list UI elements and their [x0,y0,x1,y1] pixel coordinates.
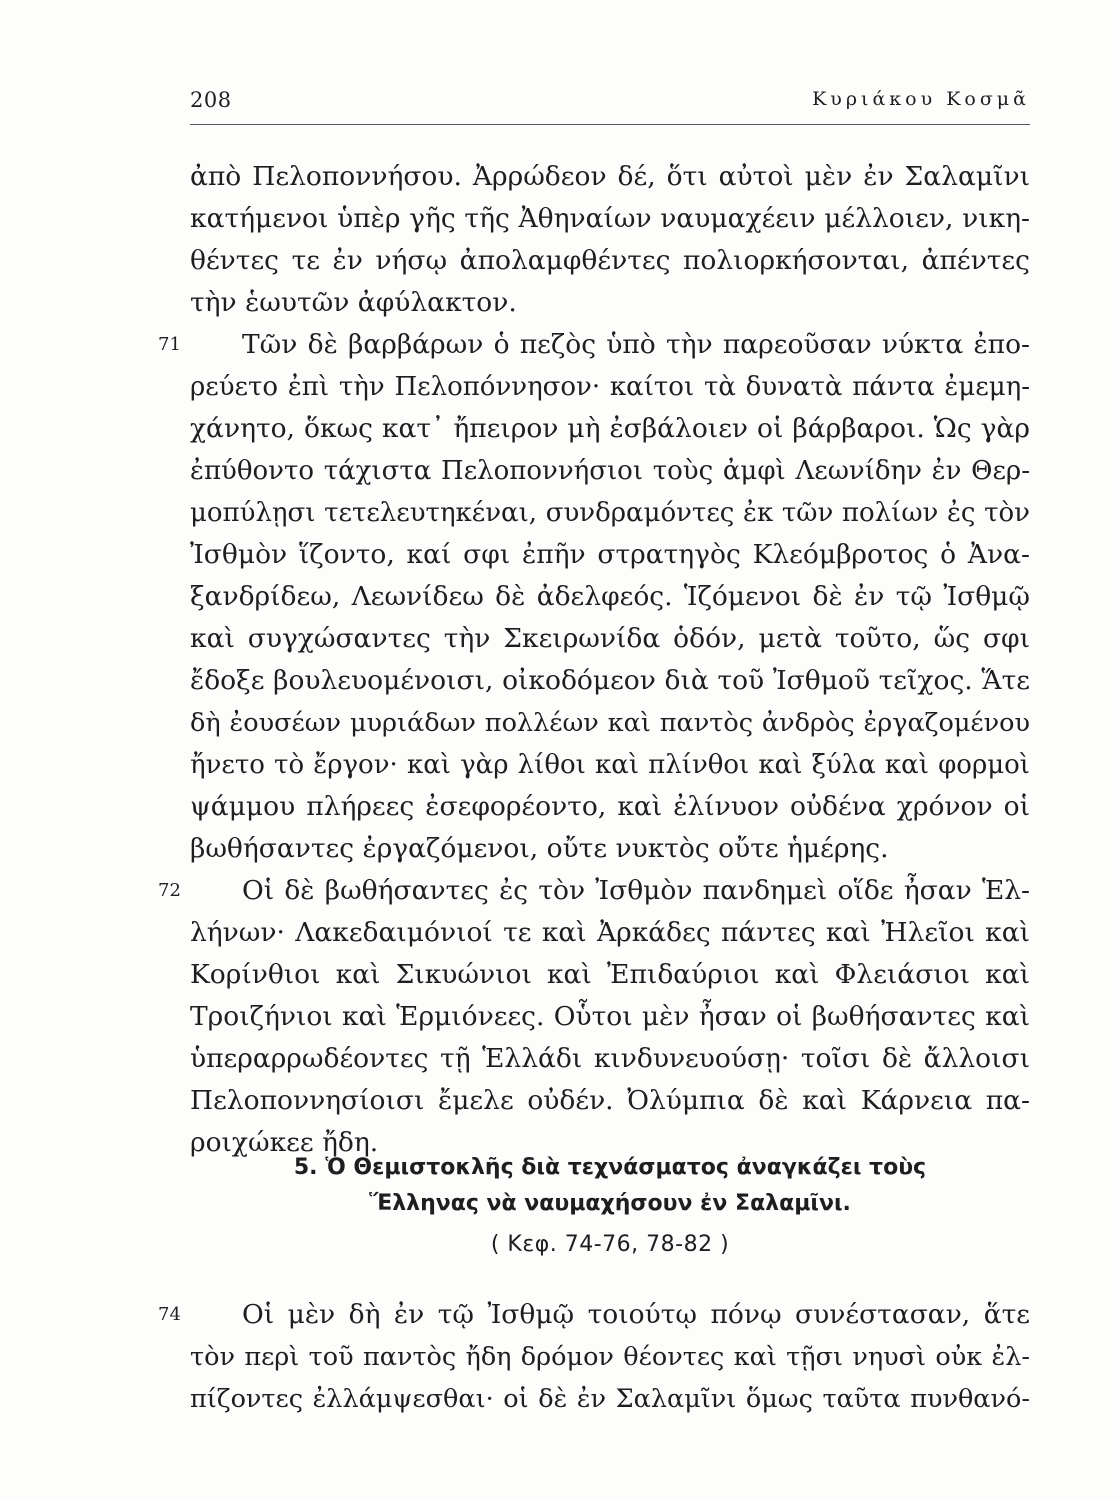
text-line: τὸν περὶ τοῦ παντὸς ἤδη δρόμον θέοντες καὶ τῇσι νηυσὶ οὐκ ἐλ- [190,1342,1030,1372]
text-line: ὑπεραρρωδέοντες τῇ Ἑλλάδι κινδυνευούσῃ· τοῖσι δὲ ἄλλοισι [190,1043,1030,1074]
body-text [158,1294,1030,1420]
text-line: ἀπὸ Πελοποννήσου. Ἀρρώδεον δέ, ὅτι αὐτοὶ μὲν ἐν Σαλαμῖνι [190,161,1030,192]
text-line: ἤνετο τὸ ἔργον· καὶ γὰρ λίθοι καὶ πλίνθοι καὶ ξύλα καὶ φορμοὶ [190,750,1030,780]
line-text: Οἱ μὲν δὴ ἐν τῷ Ἰσθμῷ τοιούτῳ πόνῳ συνέστασαν, ἅτε [242,1299,1030,1330]
text-line: τὴν ἑωυτῶν ἀφύλακτον. [190,287,517,318]
text-line: μοπύλῃσι τετελευτηκέναι, συνδραμόντες ἐκ τῶν πολίων ἐς τὸν [190,498,1030,528]
text-line: ρεύετο ἐπὶ τὴν Πελοπόννησον· καίτοι τὰ δυνατὰ πάντα ἐμεμη- [190,372,1030,402]
text-line: πίζοντες ἐλλάμψεσθαι· οἱ δὲ ἐν Σαλαμῖνι ὅμως ταῦτα πυνθανό- [190,1384,1030,1414]
text-line: ἔδοξε βουλευομένοισι, οἰκοδόμεον διὰ τοῦ Ἰσθμοῦ τεῖχος. Ἅτε [190,665,1030,696]
header-rule [190,124,1030,125]
line-text: Οἱ δὲ βωθήσαντες ἐς τὸν Ἰσθμὸν πανδημεὶ οἵδε ἦσαν Ἑλ- [242,875,1030,906]
text-line: ψάμμου πλήρεες ἐσεφορέοντο, καὶ ἐλίνυον οὐδένα χρόνον οἱ [190,791,1030,822]
section-heading-line: Ἕλληνας νὰ ναυμαχήσουν ἐν Σαλαμῖνι. [369,1191,851,1216]
text-line: ἐπύθοντο τάχιστα Πελοποννήσιοι τοὺς ἀμφὶ Λεωνίδην ἐν Θερ- [190,456,1030,486]
text-line [158,1294,1030,1336]
text-line [158,870,1030,912]
text-line: λήνων· Λακεδαιμόνιοί τε καὶ Ἀρκάδες πάντες καὶ Ἠλεῖοι καὶ [190,917,1030,948]
chapter-number: 72 [158,880,181,901]
text-line: Πελοποννησίοισι ἔμελε οὐδέν. Ὀλύμπια δὲ καὶ Κάρνεια πα- [190,1085,1030,1116]
text-line: Κορίνθιοι καὶ Σικυώνιοι καὶ Ἐπιδαύριοι καὶ Φλειάσιοι καὶ [190,959,1030,990]
page-number: 208 [190,88,232,112]
line-text: Τῶν δὲ βαρβάρων ὁ πεζὸς ὑπὸ τὴν παρεοῦσαν νύκτα ἐπο- [242,329,1030,360]
text-line: θέντες τε ἐν νήσῳ ἀπολαμφθέντες πολιορκήσονται, ἀπέντες [190,245,1030,276]
text-line: ξανδρίδεω, Λεωνίδεω δὲ ἀδελφεός. Ἱζόμενοι δὲ ἐν τῷ Ἰσθμῷ [190,581,1030,612]
chapter-number: 71 [158,334,181,355]
text-line: ροιχώκεε ἤδη. [190,1127,379,1158]
text-line: Τροιζήνιοι καὶ Ἑρμιόνεες. Οὗτοι μὲν ἦσαν οἱ βωθήσαντες καὶ [190,1001,1030,1032]
running-head: Κυριάκου Κοσμᾶ [812,88,1030,110]
section-heading-line: 5. Ὁ Θεμιστοκλῆς διὰ τεχνάσματος ἀναγκάζει τοὺς [293,1155,927,1180]
body-text [158,156,1030,1164]
chapter-number: 74 [158,1304,181,1325]
text-line: βωθήσαντες ἐργαζόμενοι, οὔτε νυκτὸς οὔτε ἡμέρης. [190,833,889,864]
page-header [190,88,1030,120]
text-line: Ἰσθμὸν ἵζοντο, καί σφι ἐπῆν στρατηγὸς Κλεόμβροτος ὁ Ἀνα- [190,539,1030,570]
text-line: δὴ ἐουσέων μυριάδων πολλέων καὶ παντὸς ἀνδρὸς ἐργαζομένου [190,708,1030,738]
section-heading [190,1150,1030,1222]
text-line: χάνητο, ὅκως κατ᾿ ἤπειρον μὴ ἐσβάλοιεν οἱ βάρβαροι. Ὡς γὰρ [190,413,1030,444]
text-line: καὶ συγχώσαντες τὴν Σκειρωνίδα ὁδόν, μετὰ τοῦτο, ὥς σφι [190,623,1030,654]
section-references: ( Κεφ. 74-76, 78-82 ) [490,1232,730,1257]
text-line [158,324,1030,366]
text-line: κατήμενοι ὑπὲρ γῆς τῆς Ἀθηναίων ναυμαχέειν μέλλοιεν, νικη- [190,203,1030,234]
